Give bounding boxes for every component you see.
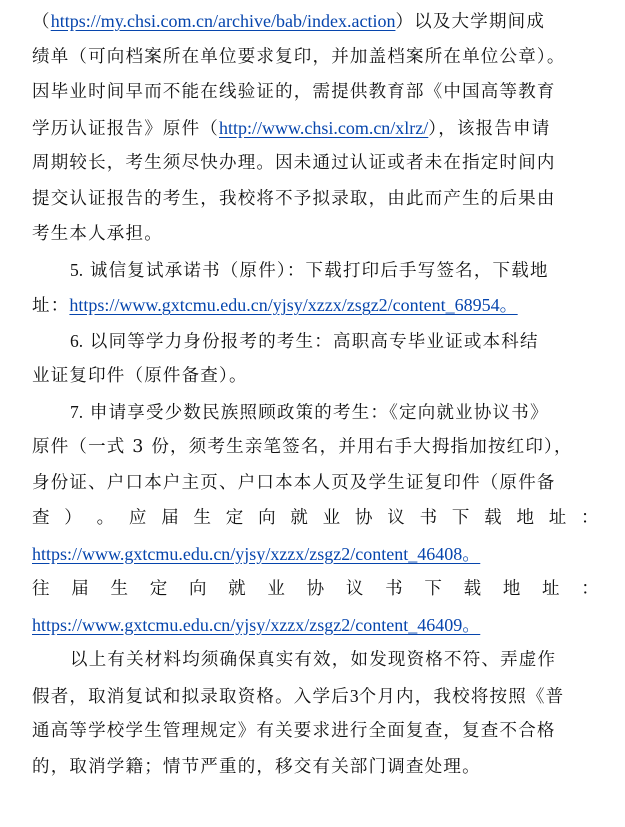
item-5-line-2 (32, 288, 600, 324)
paragraph-graduates-line-2: 绩单（可向档案所在单位要求复印，并加盖档案所在单位公章）。 (32, 46, 566, 67)
justified-char: 业 (267, 579, 287, 599)
text-segment: ），该报告申请 (428, 118, 551, 139)
item-6-text: 以同等学力身份报考的考生：高职高专毕业证或本科结 (89, 331, 539, 352)
justified-char: 议 (387, 508, 406, 528)
justified-char: 议 (345, 579, 365, 599)
paragraph-graduates-line-7: 考生本人承担。 (32, 224, 163, 244)
paragraph-graduates-line-6: 提交认证报告的考生，我校将不予拟录取，由此而产生的后果由 (32, 188, 556, 209)
item-6-line-2: 业证复印件（原件备查）。 (32, 366, 248, 386)
chsi-archive-link[interactable]: https://my.chsi.com.cn/archive/bab/index.action (50, 11, 396, 31)
justified-char: 书 (419, 508, 439, 528)
justified-char: 协 (306, 579, 326, 599)
justified-char: 载 (463, 579, 483, 599)
justified-char: 定 (225, 508, 245, 528)
justified-char: 生 (110, 579, 130, 599)
text-segment: 学历认证报告》原件（ (32, 118, 219, 139)
justified-char: 地 (502, 579, 522, 599)
integrity-pledge-link[interactable]: https://www.gxtcmu.edu.cn/yjsy/xzzx/zsgz2/content_68954。 (69, 295, 518, 315)
item-7-current-label-line (32, 501, 600, 537)
closing-line-2 (32, 679, 600, 715)
item-7-current-link-line (32, 537, 600, 573)
justified-char: 就 (228, 579, 247, 599)
justified-char: 。 (96, 508, 116, 528)
chsi-xlrz-link[interactable]: http://www.chsi.com.cn/xlrz/ (219, 117, 429, 138)
item-7-line-1 (32, 395, 600, 431)
paragraph-graduates-line-3: 因毕业时间早而不能在线验证的，需提供教育部《中国高等教育 (32, 82, 556, 102)
item-7-text: 申请享受少数民族照顾政策的考生：《定向就业协议书》 (89, 402, 549, 423)
justified-char: 地 (516, 508, 536, 528)
closing-line-4: 的，取消学籍；情节严重的，移交有关部门调查处理。 (32, 756, 481, 777)
justified-char: 生 (193, 508, 213, 528)
paragraph-graduates-line-4 (32, 111, 600, 147)
months-number: 3 (349, 685, 359, 706)
item-7-line-3: 身份证、户口本户主页、户口本本人页及学生证复印件（原件备 (32, 472, 556, 493)
justified-char: ） (64, 508, 83, 528)
document-page (32, 4, 600, 785)
justified-char: 址 (542, 579, 561, 599)
item-7-past-link-line (32, 608, 600, 644)
justified-char: 协 (354, 508, 374, 528)
justified-char: ： (581, 508, 600, 528)
current-graduate-agreement-link[interactable]: https://www.gxtcmu.edu.cn/yjsy/xzzx/zsgz2/content_46408。 (32, 543, 481, 564)
justified-char: 下 (424, 579, 444, 599)
justified-char: 届 (71, 579, 90, 599)
item-5-prefix: 址： (32, 296, 70, 316)
justified-char: 向 (258, 508, 277, 528)
justified-char: 届 (161, 508, 180, 528)
justified-char: 就 (290, 508, 310, 528)
item-6-line-1 (32, 324, 600, 360)
closing-line-3: 通高等学校学生管理规定》有关要求进行全面复查，复查不合格 (32, 721, 556, 741)
justified-char: 下 (451, 508, 471, 528)
justified-char: 载 (484, 508, 503, 528)
text-segment: 个月内，我校将按照《普 (358, 686, 565, 707)
past-graduate-agreement-link[interactable]: https://www.gxtcmu.edu.cn/yjsy/xzzx/zsgz2/content_46409。 (32, 614, 481, 635)
text-segment: 假者，取消复试和拟录取资格。入学后 (32, 686, 350, 707)
justified-char: 往 (32, 579, 51, 599)
item-6-number: 6. (70, 330, 84, 351)
item-7-number: 7. (70, 401, 84, 422)
paragraph-graduates-line-1 (32, 4, 600, 40)
text-segment: ）以及大学期间成 (395, 12, 546, 32)
item-7-past-label-line (32, 572, 600, 608)
justified-char: 应 (128, 508, 148, 528)
justified-char: 查 (32, 508, 51, 528)
open-paren: （ (32, 12, 51, 32)
closing-line-1: 以上有关材料均须确保真实有效，如发现资格不符、弄虚作 (70, 650, 557, 670)
justified-char: 向 (188, 579, 208, 599)
justified-char: 业 (322, 508, 342, 528)
justified-char: ： (581, 579, 600, 599)
paragraph-graduates-line-5: 周期较长，考生须尽快办理。因未通过认证或者未在指定时间内 (32, 153, 556, 173)
justified-char: 址 (548, 508, 568, 528)
item-5-text: 诚信复试承诺书（原件）：下载打印后手写签名，下载地 (89, 260, 549, 281)
item-7-line-2: 原件（一式 3 份，须考生亲笔签名，并用右手大拇指加按红印）， (32, 437, 573, 457)
justified-char: 书 (385, 579, 404, 599)
justified-char: 定 (149, 579, 169, 599)
item-5-line-1 (32, 253, 600, 289)
item-5-number: 5. (70, 259, 84, 280)
